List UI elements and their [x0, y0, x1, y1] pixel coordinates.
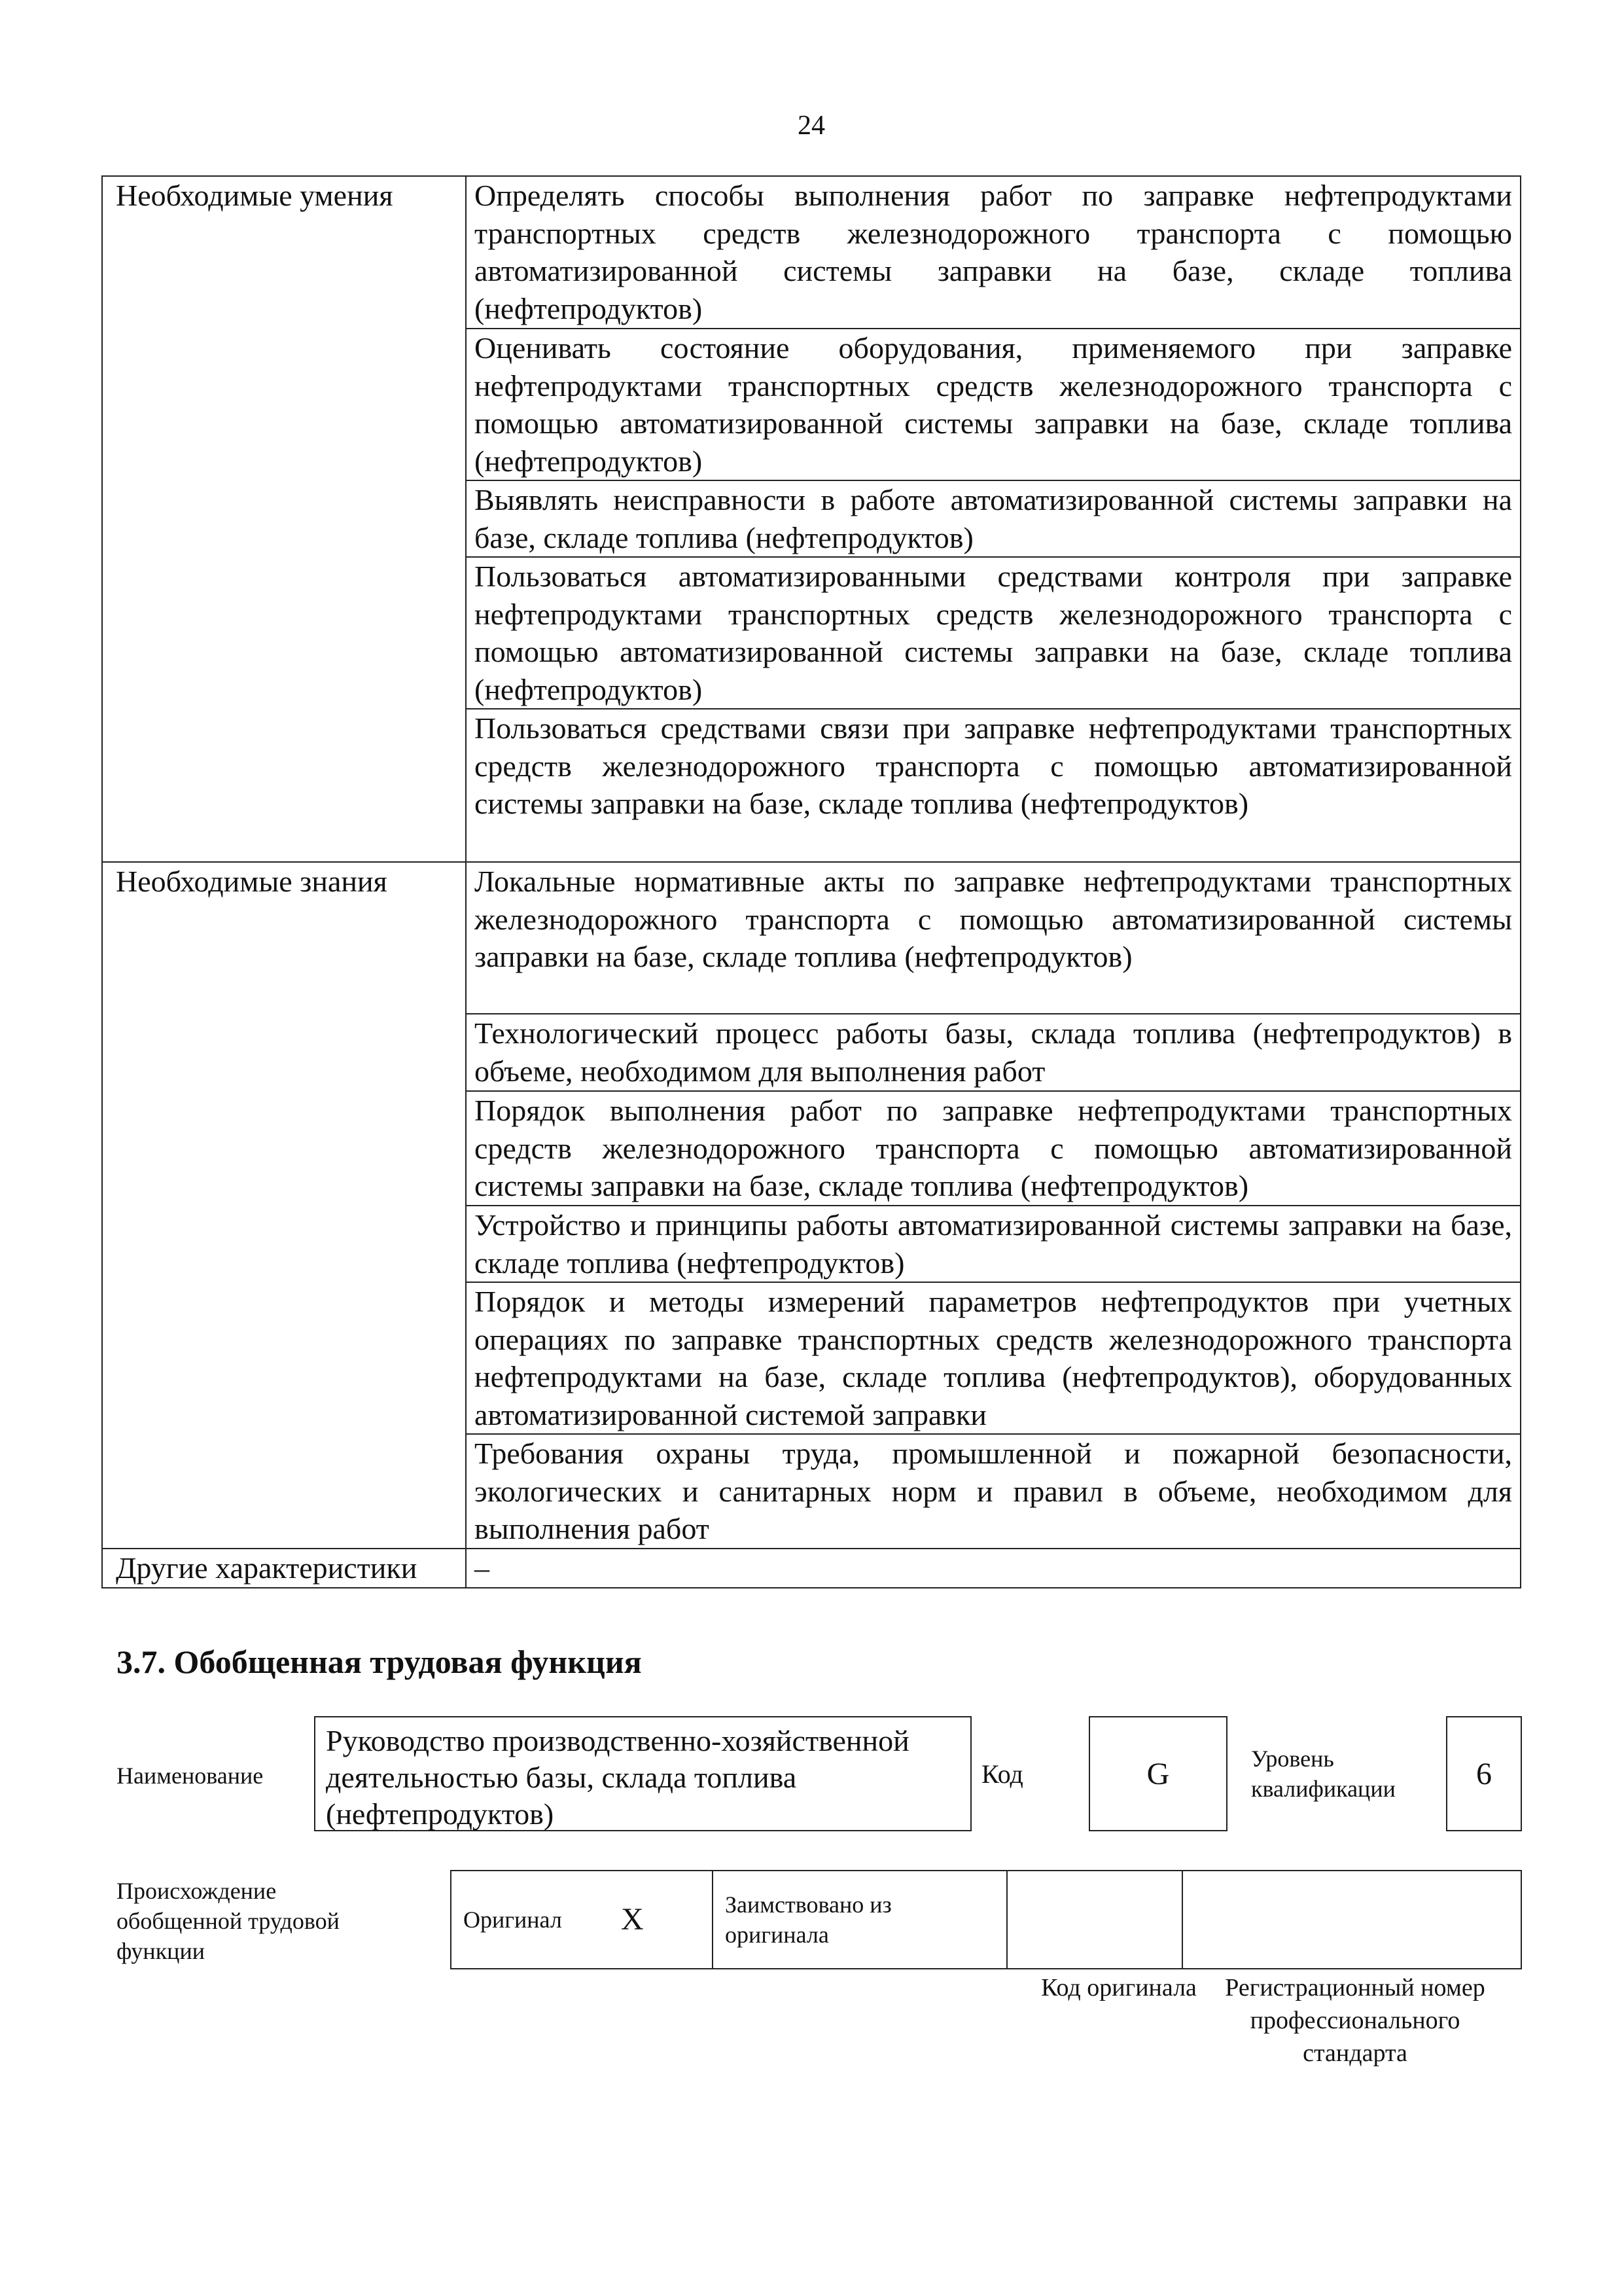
knowledge-item: Локальные нормативные акты по заправке нефтепродуктами транспортных железнодорожного транспорта с помощью автоматизированной системы заправки на базе, складе топлива (нефтепродуктов) [466, 862, 1521, 1014]
knowledge-item: Технологический процесс работы базы, склада топлива (нефтепродуктов) в объеме, необходимом для выполнения работ [466, 1014, 1521, 1091]
footer-code-label: Код оригинала [1041, 1974, 1197, 2001]
skill-item: Определять способы выполнения работ по заправке нефтепродуктами транспортных средств железнодорожного транспорта с помощью автоматизированной системы заправки на базе, складе топлива (нефтепродуктов) [466, 176, 1521, 329]
page-number: 24 [798, 111, 825, 141]
code-box: G [1089, 1716, 1227, 1831]
knowledge-item: Порядок выполнения работ по заправке нефтепродуктами транспортных средств железнодорожного транспорта с помощью автоматизированной системы заправки на базе, складе топлива (нефтепродуктов) [466, 1091, 1521, 1206]
skill-item: Пользоваться средствами связи при заправке нефтепродуктами транспортных средств железнодорожного транспорта с помощью автоматизированной системы заправки на базе, складе топлива (нефтепродуктов) [466, 709, 1521, 862]
row-label-other: Другие характеристики [102, 1549, 466, 1588]
skill-item: Оценивать состояние оборудования, применяемого при заправке нефтепродуктами транспортных средств железнодорожного транспорта с помощью автоматизированной системы заправки на базе, складе топлива (нефтепродуктов) [466, 329, 1521, 480]
table-row [102, 176, 1521, 329]
name-label: Наименование [116, 1763, 264, 1789]
knowledge-item: Требования охраны труда, промышленной и пожарной безопасности, экологических и санитарных норм и правил в объеме, необходимом для выполнения работ [466, 1434, 1521, 1549]
skill-item: Выявлять неисправности в работе автоматизированной системы заправки на базе, складе топлива (нефтепродуктов) [466, 480, 1521, 557]
registration-number-cell [1182, 1871, 1521, 1969]
knowledge-item: Порядок и методы измерений параметров нефтепродуктов при учетных операциях по заправке транспортных средств железнодорожного транспорта нефтепродуктами на базе, складе топлива (нефтепродуктов), оборудованных автоматизированной системой заправки [466, 1282, 1521, 1434]
original-label: Оригинал [451, 1871, 614, 1969]
row-label-knowledge: Необходимые знания [102, 862, 466, 1549]
table-row [102, 1549, 1521, 1588]
level-label: Уровень квалификации [1251, 1746, 1396, 1802]
code-label: Код [981, 1759, 1023, 1789]
other-item: – [466, 1549, 1521, 1588]
knowledge-item: Устройство и принципы работы автоматизированной системы заправки на базе, складе топлива (нефтепродуктов) [466, 1206, 1521, 1282]
borrowed-label: Заимствовано из оригинала [713, 1871, 1007, 1969]
origin-label: Происхождение обобщенной трудовой функции [116, 1878, 340, 1964]
footer-reg-label: Регистрационный номер профессионального стандарта [1225, 1974, 1485, 2067]
section-title: 3.7. Обобщенная трудовая функция [116, 1643, 642, 1680]
function-name-box: Руководство производственно-хозяйственной деятельностью базы, склада топлива (нефтепродуктов) [314, 1716, 972, 1831]
skill-item: Пользоваться автоматизированными средствами контроля при заправке нефтепродуктами транспортных средств железнодорожного транспорта с помощью автоматизированной системы заправки на базе, складе топлива (нефтепродуктов) [466, 557, 1521, 709]
original-code-cell [1007, 1871, 1182, 1969]
row-label-skills: Необходимые умения [102, 176, 466, 862]
skills-knowledge-table [101, 175, 1521, 1588]
table-row [102, 862, 1521, 1014]
original-mark: X [614, 1871, 713, 1969]
origin-table [450, 1870, 1522, 1969]
level-box: 6 [1446, 1716, 1522, 1831]
